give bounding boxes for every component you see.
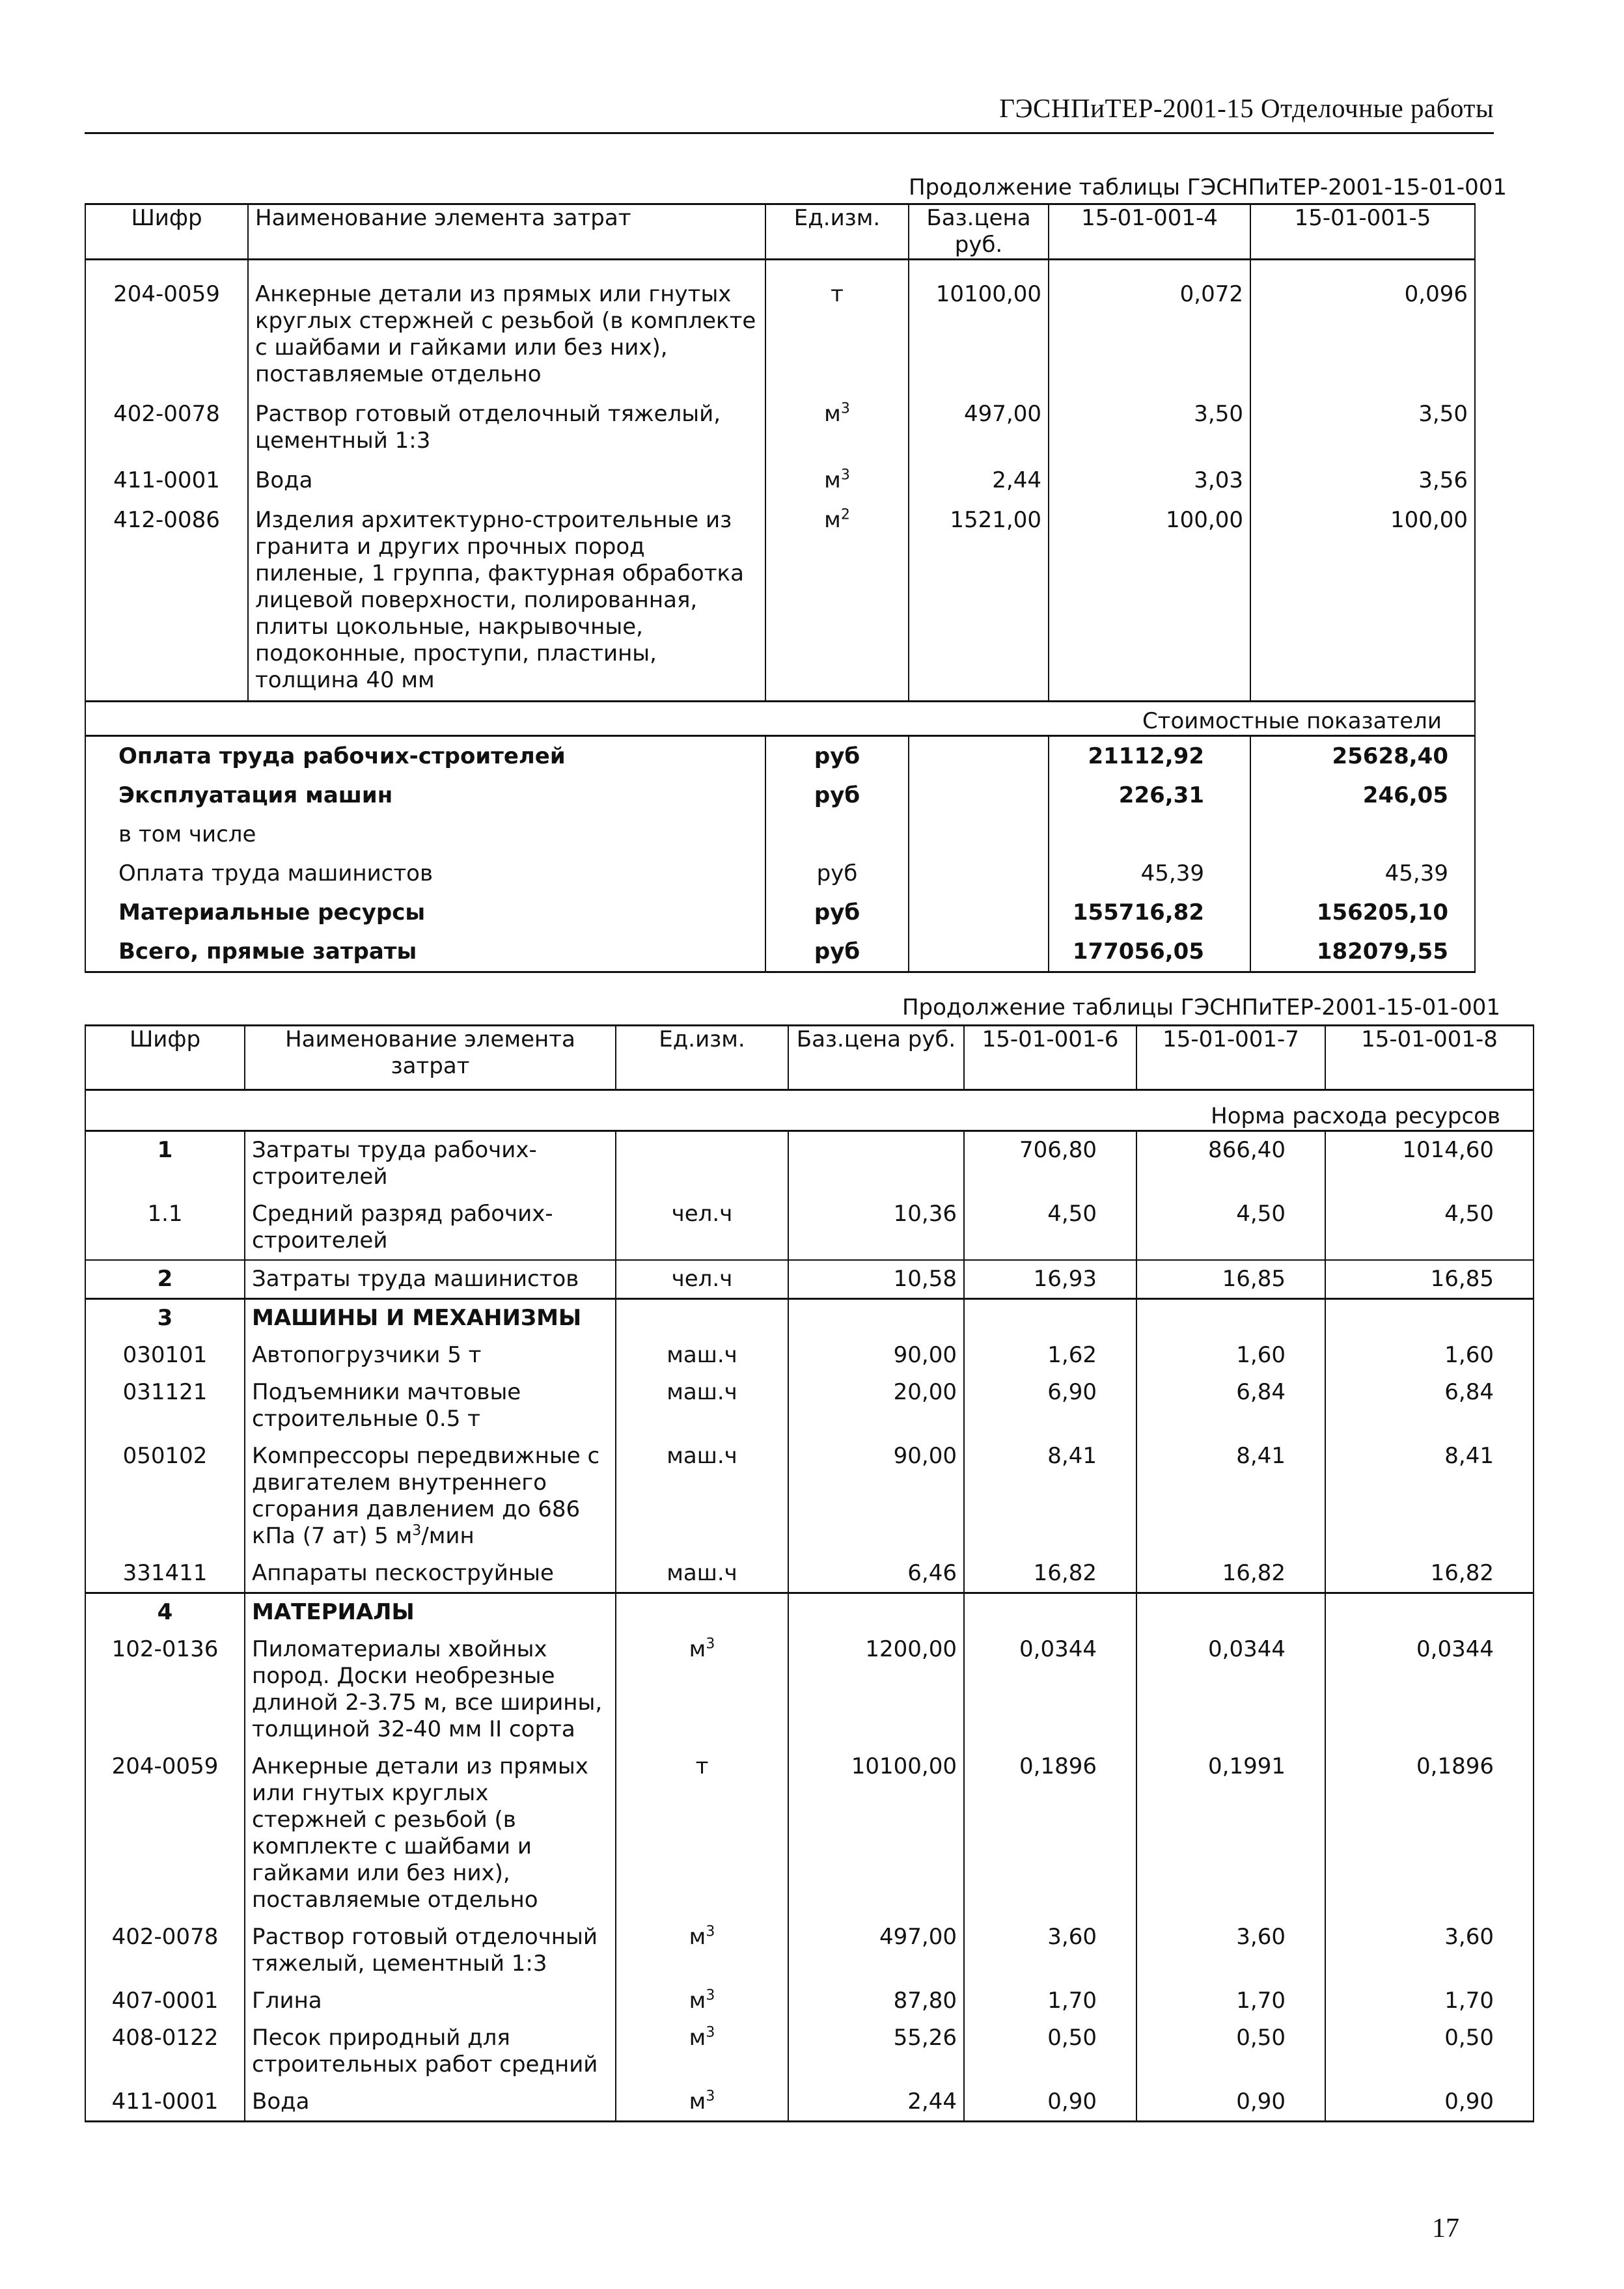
- value-cell: 4,50: [1325, 1196, 1534, 1260]
- cost-value: 226,31: [1049, 776, 1250, 815]
- price-cell: 10100,00: [788, 1748, 964, 1919]
- value-cell: 100,00: [1250, 500, 1475, 702]
- cost-value: 246,05: [1250, 776, 1475, 815]
- cost-value: 45,39: [1250, 854, 1475, 893]
- value-cell: 1,70: [964, 1982, 1136, 2020]
- name-cell: Изделия архитектурно-строительные из гранита и других прочных пород пиленые, 1 группа, фактурная обработка лицевой поверхности, полированная, плиты цокольные, накрывочные, подоконные, проступи, пластины, толщина 40 мм: [248, 500, 765, 702]
- table1-header-cell: Шифр: [85, 204, 248, 260]
- code-cell: 2: [85, 1260, 245, 1299]
- table1-spacer-cell: [248, 260, 765, 275]
- unit-cell: $м^3$: [616, 1919, 788, 1982]
- code-cell: 411-0001: [85, 2083, 245, 2122]
- cost-row: [85, 776, 1475, 815]
- code-cell: 030101: [85, 1337, 245, 1374]
- price-cell: 10,36: [788, 1196, 964, 1260]
- cost-value: 25628,40: [1250, 736, 1475, 776]
- name-cell: Песок природный для строительных работ средний: [245, 2020, 616, 2083]
- price-cell: 1521,00: [909, 500, 1049, 702]
- value-cell: 3,60: [1136, 1919, 1325, 1982]
- name-cell: Аппараты пескоструйные: [245, 1555, 616, 1593]
- value-cell: 16,82: [964, 1555, 1136, 1593]
- table-row: [85, 1593, 1534, 1632]
- table-row: [85, 1748, 1534, 1919]
- table-row: [85, 1919, 1534, 1982]
- table2-header-cell: 15-01-001-7: [1136, 1026, 1325, 1090]
- price-cell: 55,26: [788, 2020, 964, 2083]
- code-cell: 102-0136: [85, 1631, 245, 1748]
- cost-label: Всего, прямые затраты: [85, 932, 765, 972]
- unit-cell: маш.ч: [616, 1374, 788, 1438]
- value-cell: 16,93: [964, 1260, 1136, 1299]
- value-cell: 16,82: [1136, 1555, 1325, 1593]
- cost-row: [85, 932, 1475, 972]
- table1-header-cell: Наименование элемента затрат: [248, 204, 765, 260]
- cost-empty: [909, 736, 1049, 776]
- name-cell: Анкерные детали из прямых или гнутых круглых стержней с резьбой (в комплекте с шайбами и гайками или без них), поставляемые отдельно: [245, 1748, 616, 1919]
- cost-unit: [765, 815, 909, 854]
- unit-cell: т: [616, 1748, 788, 1919]
- value-cell: 0,90: [964, 2083, 1136, 2122]
- value-cell: 1,62: [964, 1337, 1136, 1374]
- value-cell: 4,50: [1136, 1196, 1325, 1260]
- price-cell: 2,44: [788, 2083, 964, 2122]
- value-cell: 0,1896: [1325, 1748, 1534, 1919]
- unit-cell: $м^3$: [616, 1982, 788, 2020]
- code-cell: 1.1: [85, 1196, 245, 1260]
- name-cell: Вода: [248, 461, 765, 500]
- value-cell: 0,072: [1049, 275, 1250, 394]
- value-cell: 0,90: [1325, 2083, 1534, 2122]
- unit-cell: $м^3$: [616, 2083, 788, 2122]
- table-row: [85, 394, 1475, 461]
- cost-label: Оплата труда рабочих-строителей: [85, 736, 765, 776]
- unit-cell: т: [765, 275, 909, 394]
- value-cell: 1,60: [1325, 1337, 1534, 1374]
- value-cell: 706,80: [964, 1131, 1136, 1196]
- table-row: [85, 2020, 1534, 2083]
- value-cell: 8,41: [964, 1438, 1136, 1555]
- value-cell: [1325, 1299, 1534, 1337]
- unit-cell: маш.ч: [616, 1438, 788, 1555]
- unit-cell: $м^3$: [765, 461, 909, 500]
- running-header: [85, 91, 1494, 134]
- unit-cell: чел.ч: [616, 1260, 788, 1299]
- table2-section-title: Норма расхода ресурсов: [85, 1090, 1534, 1131]
- table2: [85, 1024, 1534, 2122]
- value-cell: [1325, 1593, 1534, 1632]
- table-row: [85, 2083, 1534, 2122]
- header-rule: [85, 132, 1494, 134]
- cost-value: 21112,92: [1049, 736, 1250, 776]
- value-cell: 1014,60: [1325, 1131, 1534, 1196]
- name-cell: Затраты труда машинистов: [245, 1260, 616, 1299]
- page-number: 17: [1432, 2214, 1459, 2243]
- table1-spacer-cell: [85, 260, 248, 275]
- code-cell: 204-0059: [85, 275, 248, 394]
- cost-unit: руб: [765, 736, 909, 776]
- unit-cell: маш.ч: [616, 1555, 788, 1593]
- value-cell: [964, 1593, 1136, 1632]
- cost-empty: [909, 854, 1049, 893]
- unit-cell: чел.ч: [616, 1196, 788, 1260]
- cost-row: [85, 815, 1475, 854]
- name-cell: Раствор готовый отделочный тяжелый, цементный 1:3: [245, 1919, 616, 1982]
- cost-value: 45,39: [1049, 854, 1250, 893]
- name-cell: Раствор готовый отделочный тяжелый, цементный 1:3: [248, 394, 765, 461]
- table-row: [85, 1337, 1534, 1374]
- value-cell: [1136, 1299, 1325, 1337]
- unit-cell: [616, 1593, 788, 1632]
- code-cell: 3: [85, 1299, 245, 1337]
- code-cell: 412-0086: [85, 500, 248, 702]
- code-cell: 407-0001: [85, 1982, 245, 2020]
- value-cell: 3,56: [1250, 461, 1475, 500]
- table-row: [85, 461, 1475, 500]
- code-cell: 402-0078: [85, 1919, 245, 1982]
- value-cell: 1,70: [1325, 1982, 1534, 2020]
- unit-cell: $м^3$: [616, 1631, 788, 1748]
- table-row: [85, 1631, 1534, 1748]
- cost-value: [1049, 815, 1250, 854]
- code-cell: 402-0078: [85, 394, 248, 461]
- table1-header-cell: 15-01-001-5: [1250, 204, 1475, 260]
- cost-value: 182079,55: [1250, 932, 1475, 972]
- table-row: [85, 1982, 1534, 2020]
- cost-empty: [909, 932, 1049, 972]
- value-cell: 0,0344: [1325, 1631, 1534, 1748]
- table1-spacer-cell: [1049, 260, 1250, 275]
- table1-header-cell: Ед.изм.: [765, 204, 909, 260]
- table1-header-cell: Баз.цена руб.: [909, 204, 1049, 260]
- name-cell: Средний разряд рабочих-строителей: [245, 1196, 616, 1260]
- value-cell: 3,60: [1325, 1919, 1534, 1982]
- cost-empty: [909, 776, 1049, 815]
- cost-empty: [909, 893, 1049, 932]
- cost-label: Эксплуатация машин: [85, 776, 765, 815]
- unit-cell: $м^3$: [616, 2020, 788, 2083]
- cost-row: [85, 893, 1475, 932]
- value-cell: 8,41: [1325, 1438, 1534, 1555]
- price-cell: 87,80: [788, 1982, 964, 2020]
- name-cell: Затраты труда рабочих-строителей: [245, 1131, 616, 1196]
- cost-unit: руб: [765, 854, 909, 893]
- unit-cell: [616, 1299, 788, 1337]
- code-cell: 4: [85, 1593, 245, 1632]
- table1-header-row: [85, 204, 1475, 260]
- table1-section-title: Стоимостные показатели: [85, 702, 1475, 736]
- price-cell: 1200,00: [788, 1631, 964, 1748]
- name-cell: Глина: [245, 1982, 616, 2020]
- code-cell: 204-0059: [85, 1748, 245, 1919]
- cost-unit: руб: [765, 932, 909, 972]
- price-cell: 20,00: [788, 1374, 964, 1438]
- value-cell: 3,50: [1250, 394, 1475, 461]
- price-cell: [788, 1131, 964, 1196]
- value-cell: 16,82: [1325, 1555, 1534, 1593]
- value-cell: 0,0344: [1136, 1631, 1325, 1748]
- value-cell: 6,84: [1136, 1374, 1325, 1438]
- table-row: [85, 1260, 1534, 1299]
- table1-continuation-note: Продолжение таблицы ГЭСНПиТЕР-2001-15-01-001: [908, 174, 1507, 200]
- cost-value: [1250, 815, 1475, 854]
- cost-row: [85, 736, 1475, 776]
- value-cell: 0,1991: [1136, 1748, 1325, 1919]
- table2-header-cell: Шифр: [85, 1026, 245, 1090]
- value-cell: 0,1896: [964, 1748, 1136, 1919]
- value-cell: 866,40: [1136, 1131, 1325, 1196]
- name-cell: Автопогрузчики 5 т: [245, 1337, 616, 1374]
- table-row: [85, 1196, 1534, 1260]
- cost-unit: руб: [765, 776, 909, 815]
- table1: [85, 203, 1476, 973]
- table2-header-cell: Наименование элемента затрат: [245, 1026, 616, 1090]
- value-cell: 0,096: [1250, 275, 1475, 394]
- table2-header-row: [85, 1026, 1534, 1090]
- unit-cell: маш.ч: [616, 1337, 788, 1374]
- cost-row: [85, 854, 1475, 893]
- price-cell: 10100,00: [909, 275, 1049, 394]
- value-cell: 16,85: [1136, 1260, 1325, 1299]
- cost-value: 177056,05: [1049, 932, 1250, 972]
- price-cell: 2,44: [909, 461, 1049, 500]
- cost-empty: [909, 815, 1049, 854]
- name-cell: Анкерные детали из прямых или гнутых круглых стержней с резьбой (в комплекте с шайбами и гайками или без них), поставляемые отдельно: [248, 275, 765, 394]
- unit-cell: $м^3$: [765, 394, 909, 461]
- price-cell: [788, 1299, 964, 1337]
- table2-header-cell: Баз.цена руб.: [788, 1026, 964, 1090]
- name-cell: Подъемники мачтовые строительные 0.5 т: [245, 1374, 616, 1438]
- code-cell: 1: [85, 1131, 245, 1196]
- name-cell: МАШИНЫ И МЕХАНИЗМЫ: [245, 1299, 616, 1337]
- cost-value: 155716,82: [1049, 893, 1250, 932]
- cost-label: в том числе: [85, 815, 765, 854]
- value-cell: 0,90: [1136, 2083, 1325, 2122]
- table1-spacer-cell: [765, 260, 909, 275]
- table1-spacer-cell: [909, 260, 1049, 275]
- cost-unit: руб: [765, 893, 909, 932]
- price-cell: 90,00: [788, 1438, 964, 1555]
- value-cell: 0,50: [1325, 2020, 1534, 2083]
- code-cell: 050102: [85, 1438, 245, 1555]
- running-title: ГЭСНПиТЕР-2001-15 Отделочные работы: [999, 93, 1494, 123]
- table-row: [85, 1299, 1534, 1337]
- table-row: [85, 1555, 1534, 1593]
- value-cell: 1,70: [1136, 1982, 1325, 2020]
- price-cell: 6,46: [788, 1555, 964, 1593]
- cost-label: Материальные ресурсы: [85, 893, 765, 932]
- value-cell: 6,90: [964, 1374, 1136, 1438]
- value-cell: 3,03: [1049, 461, 1250, 500]
- table2-header-cell: Ед.изм.: [616, 1026, 788, 1090]
- price-cell: 10,58: [788, 1260, 964, 1299]
- price-cell: 497,00: [788, 1919, 964, 1982]
- code-cell: 408-0122: [85, 2020, 245, 2083]
- code-cell: 411-0001: [85, 461, 248, 500]
- cost-label: Оплата труда машинистов: [85, 854, 765, 893]
- table1-spacer-cell: [1250, 260, 1475, 275]
- price-cell: [788, 1593, 964, 1632]
- code-cell: 031121: [85, 1374, 245, 1438]
- table2-header-cell: 15-01-001-6: [964, 1026, 1136, 1090]
- name-cell: Вода: [245, 2083, 616, 2122]
- table2-continuation-note: Продолжение таблицы ГЭСНПиТЕР-2001-15-01-001: [901, 994, 1500, 1021]
- name-cell: Пиломатериалы хвойных пород. Доски необрезные длиной 2-3.75 м, все ширины, толщиной 32-40 мм II сорта: [245, 1631, 616, 1748]
- value-cell: 3,60: [964, 1919, 1136, 1982]
- value-cell: 4,50: [964, 1196, 1136, 1260]
- value-cell: 1,60: [1136, 1337, 1325, 1374]
- unit-cell: [616, 1131, 788, 1196]
- cost-value: 156205,10: [1250, 893, 1475, 932]
- value-cell: [1136, 1593, 1325, 1632]
- price-cell: 90,00: [788, 1337, 964, 1374]
- table-row: [85, 1438, 1534, 1555]
- name-cell: Компрессоры передвижные с двигателем внутреннего сгорания давлением до 686 кПа (7 ат) 5 $м^3$/мин: [245, 1438, 616, 1555]
- value-cell: 16,85: [1325, 1260, 1534, 1299]
- value-cell: [964, 1299, 1136, 1337]
- name-cell: МАТЕРИАЛЫ: [245, 1593, 616, 1632]
- table1-spacer: [85, 260, 1475, 275]
- price-cell: 497,00: [909, 394, 1049, 461]
- table-row: [85, 1374, 1534, 1438]
- value-cell: 8,41: [1136, 1438, 1325, 1555]
- value-cell: 6,84: [1325, 1374, 1534, 1438]
- value-cell: 3,50: [1049, 394, 1250, 461]
- value-cell: 0,50: [1136, 2020, 1325, 2083]
- unit-cell: $м^2$: [765, 500, 909, 702]
- value-cell: 0,50: [964, 2020, 1136, 2083]
- table1-header-cell: 15-01-001-4: [1049, 204, 1250, 260]
- value-cell: 100,00: [1049, 500, 1250, 702]
- table-row: [85, 500, 1475, 702]
- value-cell: 0,0344: [964, 1631, 1136, 1748]
- table-row: [85, 275, 1475, 394]
- code-cell: 331411: [85, 1555, 245, 1593]
- table-row: [85, 1131, 1534, 1196]
- table2-header-cell: 15-01-001-8: [1325, 1026, 1534, 1090]
